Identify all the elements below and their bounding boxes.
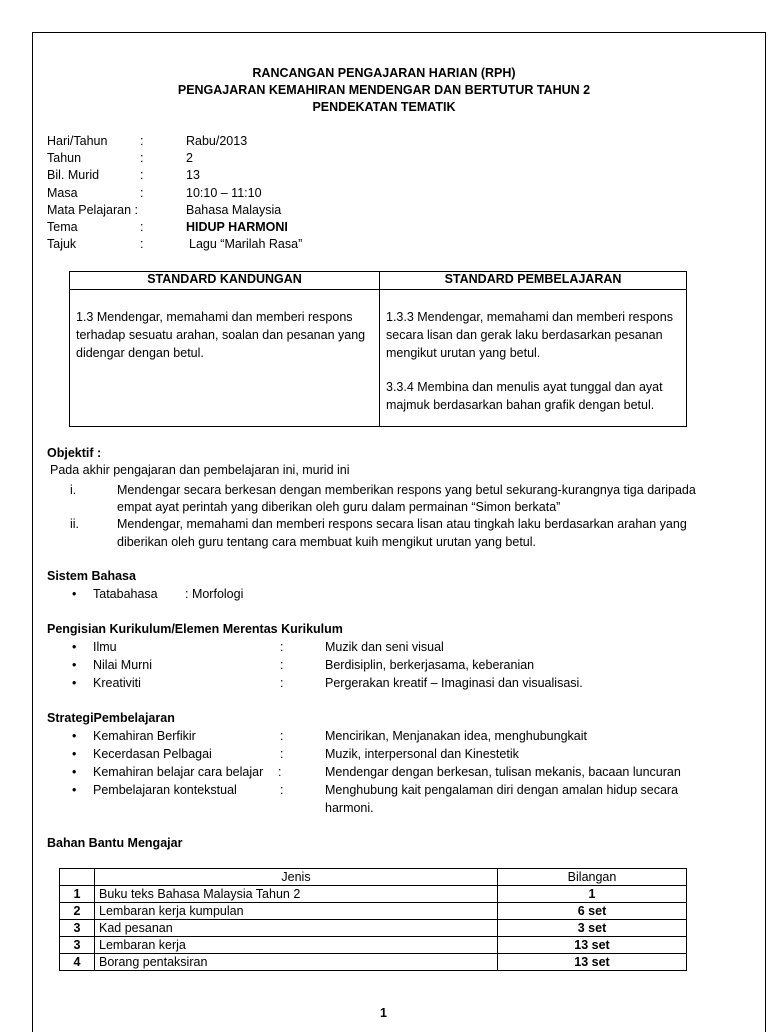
bbm-jenis: Borang pentaksiran	[95, 954, 498, 971]
bbm-col-bilangan: Bilangan	[498, 869, 687, 886]
pengisian-label: Nilai Murni	[93, 658, 153, 672]
bbm-jenis: Lembaran kerja	[95, 937, 498, 954]
info-sep: :	[140, 134, 144, 148]
strategi-value: Menghubung kait pengalaman diri dengan amalan hidup secara	[325, 783, 679, 797]
objektif-intro: Pada akhir pengajaran dan pembelajaran ini, murid ini	[50, 463, 350, 477]
objektif-heading: Objektif :	[47, 446, 102, 460]
pengisian-label: Ilmu	[93, 640, 117, 654]
strategi-value: Muzik, interpersonal dan Kinestetik	[325, 747, 519, 761]
colon: :	[280, 783, 284, 797]
info-value: Rabu/2013	[186, 134, 248, 148]
colon: :	[280, 676, 284, 690]
info-value: 10:10 – 11:10	[186, 186, 262, 200]
strategi-value: harmoni.	[325, 801, 374, 815]
colon: :	[280, 658, 284, 672]
standard-pembelajaran-cell	[380, 290, 687, 427]
bullet: •	[72, 658, 77, 672]
table-row	[60, 886, 687, 903]
bbm-table	[59, 868, 687, 971]
pengisian-value: Pergerakan kreatif – Imaginasi dan visualisasi.	[325, 676, 583, 690]
info-label: Bil. Murid	[47, 168, 100, 182]
objektif-text: diberikan oleh guru tentang cara membuat kuih mengikut urutan yang betul.	[117, 535, 537, 549]
bbm-bilangan: 13 set	[498, 954, 687, 971]
standard-pembelajaran-text: 3.3.4 Membina dan menulis ayat tunggal dan ayat majmuk berdasarkan bahan grafik dengan betul.	[386, 380, 663, 412]
info-label: Masa	[47, 186, 78, 200]
info-value: HIDUP HARMONI	[186, 220, 288, 234]
info-value: Bahasa Malaysia	[186, 203, 282, 217]
info-value: 13	[186, 168, 200, 182]
info-label: Mata Pelajaran :	[47, 203, 139, 217]
bbm-col-no	[60, 869, 95, 886]
colon: :	[280, 747, 284, 761]
bullet: •	[72, 783, 77, 797]
strategi-label: Pembelajaran kontekstual	[93, 783, 237, 797]
bullet: •	[72, 747, 77, 761]
info-sep: :	[140, 237, 144, 251]
sistem-label: Tatabahasa	[93, 587, 158, 601]
bbm-no: 1	[60, 886, 95, 903]
bullet: •	[72, 765, 77, 779]
info-sep: :	[140, 186, 144, 200]
objektif-text: empat ayat perintah yang diberikan oleh guru dalam permainan “Simon berkata”	[117, 500, 561, 514]
table-row	[60, 937, 687, 954]
strategi-heading: StrategiPembelajaran	[47, 711, 175, 725]
bbm-col-jenis: Jenis	[95, 869, 498, 886]
objektif-text: Mendengar secara berkesan dengan memberikan respons yang betul sekurang-kurangnya tiga daripada	[117, 483, 696, 497]
table-row	[60, 920, 687, 937]
info-label: Hari/Tahun	[47, 134, 108, 148]
pengisian-heading: Pengisian Kurikulum/Elemen Merentas Kurikulum	[47, 622, 343, 636]
bbm-heading: Bahan Bantu Mengajar	[47, 836, 183, 850]
bbm-jenis: Buku teks Bahasa Malaysia Tahun 2	[95, 886, 498, 903]
objektif-number: i.	[70, 483, 77, 497]
standard-kandungan-cell	[70, 290, 380, 427]
info-label: Tajuk	[47, 237, 77, 251]
sistem-value: : Morfologi	[185, 587, 244, 601]
info-label: Tahun	[47, 151, 82, 165]
strategi-label: Kemahiran Berfikir	[93, 729, 196, 743]
info-label: Tema	[47, 220, 78, 234]
colon: :	[280, 729, 284, 743]
table-row	[60, 903, 687, 920]
objektif-text: Mendengar, memahami dan memberi respons secara lisan atau tingkah laku berdasarkan arahan yang	[117, 517, 687, 531]
info-value: Lagu “Marilah Rasa”	[189, 237, 303, 251]
table-header-row	[60, 869, 687, 886]
doc-approach: PENDEKATAN TEMATIK	[312, 100, 456, 114]
bbm-jenis: Lembaran kerja kumpulan	[95, 903, 498, 920]
strategi-label: Kecerdasan Pelbagai	[93, 747, 212, 761]
bbm-no: 3	[60, 937, 95, 954]
info-sep: :	[140, 220, 144, 234]
bbm-bilangan: 13 set	[498, 937, 687, 954]
strategi-label: Kemahiran belajar cara belajar	[93, 765, 264, 779]
info-sep: :	[140, 151, 144, 165]
bbm-bilangan: 3 set	[498, 920, 687, 937]
standard-table	[69, 271, 687, 427]
bbm-bilangan: 6 set	[498, 903, 687, 920]
standard-kandungan-header: STANDARD KANDUNGAN	[70, 272, 380, 290]
pengisian-value: Berdisiplin, berkerjasama, keberanian	[325, 658, 535, 672]
standard-kandungan-text: 1.3 Mendengar, memahami dan memberi respons terhadap sesuatu arahan, soalan dan pesanan yang didengar dengan betul.	[76, 310, 366, 360]
strategi-value: Mencirikan, Menjanakan idea, menghubungkait	[325, 729, 587, 743]
pengisian-label: Kreativiti	[93, 676, 141, 690]
sistem-heading: Sistem Bahasa	[47, 569, 136, 583]
bbm-jenis: Kad pesanan	[95, 920, 498, 937]
bbm-no: 3	[60, 920, 95, 937]
info-value: 2	[186, 151, 193, 165]
info-sep: :	[140, 168, 144, 182]
bbm-no: 2	[60, 903, 95, 920]
page-number: 1	[380, 1006, 387, 1020]
bullet: •	[72, 587, 77, 601]
doc-title: RANCANGAN PENGAJARAN HARIAN (RPH)	[252, 66, 516, 80]
strategi-value: Mendengar dengan berkesan, tulisan mekanis, bacaan luncuran	[325, 765, 681, 779]
bullet: •	[72, 640, 77, 654]
colon: :	[278, 765, 282, 779]
colon: :	[280, 640, 284, 654]
standard-pembelajaran-header: STANDARD PEMBELAJARAN	[380, 272, 687, 290]
bbm-no: 4	[60, 954, 95, 971]
bbm-bilangan: 1	[498, 886, 687, 903]
table-row	[60, 954, 687, 971]
doc-subtitle: PENGAJARAN KEMAHIRAN MENDENGAR DAN BERTUTUR TAHUN 2	[177, 83, 591, 97]
standard-pembelajaran-text: 1.3.3 Mendengar, memahami dan memberi respons secara lisan dan gerak laku berdasarkan pesanan mengikut urutan yang betul.	[386, 310, 673, 360]
pengisian-value: Muzik dan seni visual	[325, 640, 444, 654]
objektif-number: ii.	[70, 517, 80, 531]
bullet: •	[72, 676, 77, 690]
bullet: •	[72, 729, 77, 743]
